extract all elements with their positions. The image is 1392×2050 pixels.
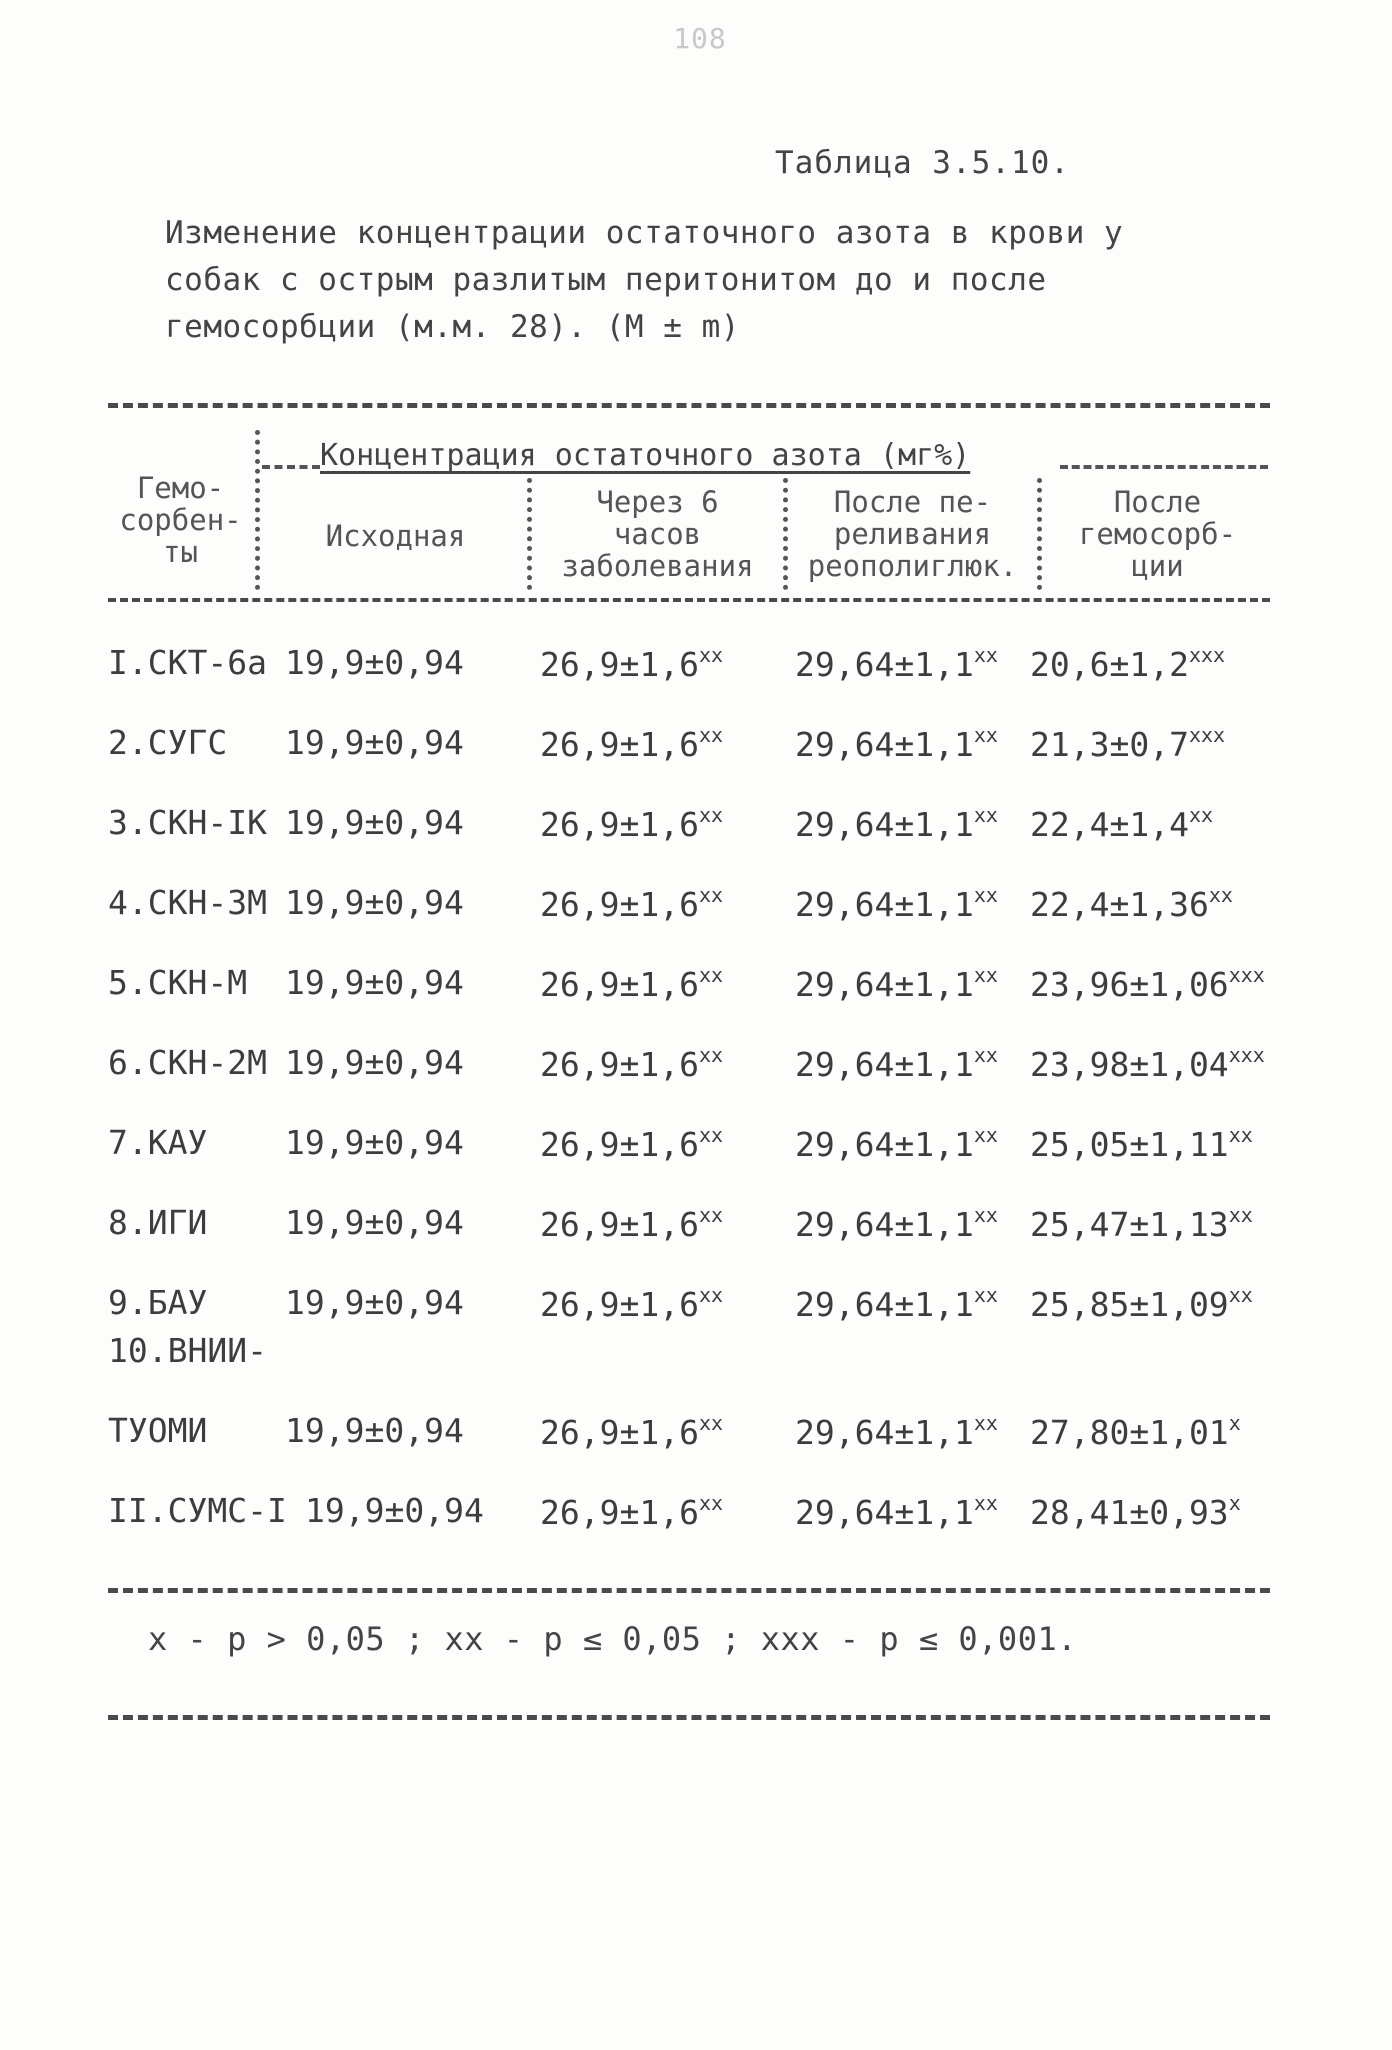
table-row	[0, 883, 1392, 933]
value-rheo	[795, 1491, 998, 1532]
table-label: Таблица 3.5.10.	[775, 145, 1070, 181]
significance-footnote: x - p > 0,05 ; xx - p ≤ 0,05 ; xxx - p ≤ 0,001.	[148, 1620, 1077, 1658]
header-line: ты	[163, 535, 198, 569]
significance-mark: xx	[973, 1043, 998, 1067]
value-rheo	[795, 723, 998, 764]
table-row	[0, 723, 1392, 773]
value-6h	[540, 1411, 723, 1452]
sorbent-name: 3.СКН-IК	[108, 803, 267, 842]
value-text: 26,9±1,6	[540, 965, 699, 1004]
significance-mark: xx	[698, 1043, 724, 1067]
header-line: гемосорб-	[1078, 517, 1237, 551]
value-6h	[540, 1491, 723, 1532]
value-text: 27,80±1,01	[1030, 1413, 1229, 1452]
table-row	[0, 1203, 1392, 1253]
column-separator	[527, 478, 532, 590]
significance-mark: xx	[698, 883, 724, 907]
significance-mark: xx	[698, 963, 724, 987]
table-row	[0, 1123, 1392, 1173]
value-text: 26,9±1,6	[540, 1413, 699, 1452]
value-rheo	[795, 1283, 998, 1324]
value-after	[1030, 1203, 1253, 1244]
significance-mark: xx	[973, 1491, 998, 1515]
sorbent-name: 8.ИГИ	[108, 1203, 208, 1242]
value-rheo	[795, 1043, 998, 1084]
sorbent-name: 4.СКН-3М	[108, 883, 267, 922]
significance-mark: xxx	[1188, 643, 1226, 667]
value-text: 29,64±1,1	[795, 1493, 974, 1532]
value-text: 29,64±1,1	[795, 645, 974, 684]
header-sorbent	[108, 472, 253, 568]
significance-mark: xx	[1228, 1283, 1253, 1307]
significance-mark: xx	[973, 643, 998, 667]
value-text: 26,9±1,6	[540, 805, 699, 844]
table-row	[0, 963, 1392, 1013]
value-text: 26,9±1,6	[540, 1285, 699, 1324]
value-rheo	[795, 803, 998, 844]
value-text: 26,9±1,6	[540, 1493, 699, 1532]
value-after	[1030, 803, 1213, 844]
significance-mark: xx	[698, 1203, 724, 1227]
sorbent-name: I.СКТ-6а	[108, 643, 267, 682]
significance-mark: xx	[973, 1283, 998, 1307]
header-group-rule	[1060, 465, 1268, 469]
value-6h	[540, 1043, 723, 1084]
column-separator	[255, 430, 260, 590]
table-row	[0, 1491, 1392, 1541]
significance-mark: xx	[1188, 803, 1214, 827]
value-text: 26,9±1,6	[540, 1125, 699, 1164]
sorbent-name: ТУОМИ	[108, 1411, 208, 1450]
significance-mark: xx	[973, 1411, 998, 1435]
significance-mark: xx	[698, 1123, 724, 1147]
header-group-rule	[262, 465, 320, 469]
page-number: 108	[673, 22, 727, 55]
value-text: 29,64±1,1	[795, 1045, 974, 1084]
value-text: 26,9±1,6	[540, 725, 699, 764]
value-text: 26,9±1,6	[540, 645, 699, 684]
value-text: 21,3±0,7	[1030, 725, 1189, 764]
header-line: часов	[613, 517, 702, 551]
value-text: 26,9±1,6	[540, 1205, 699, 1244]
significance-mark: xx	[698, 1283, 724, 1307]
table-row	[0, 643, 1392, 693]
value-text: 29,64±1,1	[795, 1413, 974, 1452]
value-6h	[540, 1283, 723, 1324]
caption-line: Изменение концентрации остаточного азота в крови у	[165, 215, 1124, 251]
significance-mark: x	[1228, 1411, 1241, 1435]
baseline-value: 19,9±0,94	[285, 883, 464, 922]
table-row	[0, 1043, 1392, 1093]
baseline-value: 19,9±0,94	[305, 1491, 484, 1530]
baseline-value: 19,9±0,94	[285, 803, 464, 842]
value-text: 25,85±1,09	[1030, 1285, 1229, 1324]
value-text: 29,64±1,1	[795, 1285, 974, 1324]
column-separator	[1037, 478, 1042, 590]
header-line: Через 6	[596, 485, 719, 519]
value-rheo	[795, 1203, 998, 1244]
value-6h	[540, 723, 723, 764]
header-baseline: Исходная	[325, 519, 466, 553]
table-row	[0, 1283, 1392, 1333]
value-rheo	[795, 963, 998, 1004]
value-text: 20,6±1,2	[1030, 645, 1189, 684]
baseline-value: 19,9±0,94	[285, 1043, 464, 1082]
header-6h	[535, 486, 780, 582]
sorbent-name: 9.БАУ	[108, 1283, 208, 1322]
significance-mark: xx	[973, 723, 998, 747]
value-after	[1030, 1043, 1265, 1084]
significance-mark: xx	[1228, 1203, 1253, 1227]
value-6h	[540, 1123, 723, 1164]
footnote-bottom-rule	[108, 1715, 1270, 1720]
table-bottom-rule	[108, 1588, 1270, 1593]
caption-line: гемосорбции (м.м. 28). (М ± m)	[165, 309, 740, 345]
value-6h	[540, 643, 723, 684]
significance-mark: xx	[973, 883, 998, 907]
value-after	[1030, 883, 1233, 924]
value-after	[1030, 643, 1225, 684]
value-text: 23,96±1,06	[1030, 965, 1229, 1004]
significance-mark: x	[1228, 1491, 1241, 1515]
header-line: Гемо-	[136, 471, 225, 505]
table-top-rule	[108, 403, 1270, 408]
header-line: реливания	[833, 517, 992, 551]
value-text: 26,9±1,6	[540, 885, 699, 924]
value-text: 29,64±1,1	[795, 965, 974, 1004]
value-6h	[540, 803, 723, 844]
header-line: реополиглюк.	[807, 549, 1018, 583]
value-text: 25,47±1,13	[1030, 1205, 1229, 1244]
significance-mark: xx	[1208, 883, 1233, 907]
significance-mark: xx	[973, 1203, 998, 1227]
significance-mark: xx	[973, 963, 998, 987]
sorbent-name: 5.СКН-М	[108, 963, 248, 1002]
value-text: 22,4±1,4	[1030, 805, 1189, 844]
baseline-value: 19,9±0,94	[285, 963, 464, 1002]
baseline-value: 19,9±0,94	[285, 1123, 464, 1162]
value-after	[1030, 1491, 1241, 1532]
value-text: 26,9±1,6	[540, 1045, 699, 1084]
significance-mark: xxx	[1228, 963, 1265, 987]
header-group-title: Концентрация остаточного азота (мг%)	[320, 438, 971, 473]
value-after	[1030, 1411, 1241, 1452]
significance-mark: xx	[973, 803, 998, 827]
value-text: 22,4±1,36	[1030, 885, 1209, 924]
value-after	[1030, 723, 1225, 764]
value-text: 29,64±1,1	[795, 1205, 974, 1244]
header-line: заболевания	[561, 549, 754, 583]
sorbent-name: 7.КАУ	[108, 1123, 208, 1162]
significance-mark: xx	[973, 1123, 998, 1147]
significance-mark: xx	[698, 1491, 724, 1515]
value-rheo	[795, 643, 998, 684]
value-text: 28,41±0,93	[1030, 1493, 1229, 1532]
baseline-value: 19,9±0,94	[285, 1411, 464, 1450]
header-line: сорбен-	[119, 503, 242, 537]
value-after	[1030, 963, 1265, 1004]
value-after	[1030, 1123, 1253, 1164]
table-caption	[165, 210, 1165, 351]
baseline-value: 19,9±0,94	[285, 723, 464, 762]
value-6h	[540, 963, 723, 1004]
header-after-hemosorption	[1045, 486, 1270, 582]
header-line: ции	[1131, 549, 1184, 583]
value-rheo	[795, 1411, 998, 1452]
value-text: 29,64±1,1	[795, 725, 974, 764]
column-separator	[783, 478, 788, 590]
value-text: 23,98±1,04	[1030, 1045, 1229, 1084]
significance-mark: xxx	[1188, 723, 1226, 747]
header-line: После пе-	[833, 485, 992, 519]
significance-mark: xx	[698, 723, 724, 747]
value-after	[1030, 1283, 1253, 1324]
value-text: 29,64±1,1	[795, 805, 974, 844]
caption-line: собак с острым разлитым перитонитом до и после	[165, 262, 1047, 298]
value-6h	[540, 883, 723, 924]
table-row	[0, 803, 1392, 853]
table-row	[0, 1331, 1392, 1461]
value-rheo	[795, 1123, 998, 1164]
baseline-value: 19,9±0,94	[285, 1283, 464, 1322]
baseline-value: 19,9±0,94	[285, 1203, 464, 1242]
sorbent-name-line1: 10.ВНИИ-	[108, 1331, 267, 1370]
value-text: 25,05±1,11	[1030, 1125, 1229, 1164]
value-text: 29,64±1,1	[795, 1125, 974, 1164]
significance-mark: xx	[698, 643, 724, 667]
value-6h	[540, 1203, 723, 1244]
significance-mark: xx	[698, 803, 724, 827]
sorbent-name: II.СУМС-I	[108, 1491, 287, 1530]
significance-mark: xx	[1228, 1123, 1253, 1147]
sorbent-name: 2.СУГС	[108, 723, 228, 762]
value-rheo	[795, 883, 998, 924]
sorbent-name: 6.СКН-2М	[108, 1043, 267, 1082]
significance-mark: xx	[698, 1411, 724, 1435]
header-rheopolyglucin	[790, 486, 1035, 582]
header-bottom-rule	[108, 598, 1270, 602]
significance-mark: xxx	[1228, 1043, 1265, 1067]
value-text: 29,64±1,1	[795, 885, 974, 924]
baseline-value: 19,9±0,94	[285, 643, 464, 682]
header-line: После	[1113, 485, 1202, 519]
